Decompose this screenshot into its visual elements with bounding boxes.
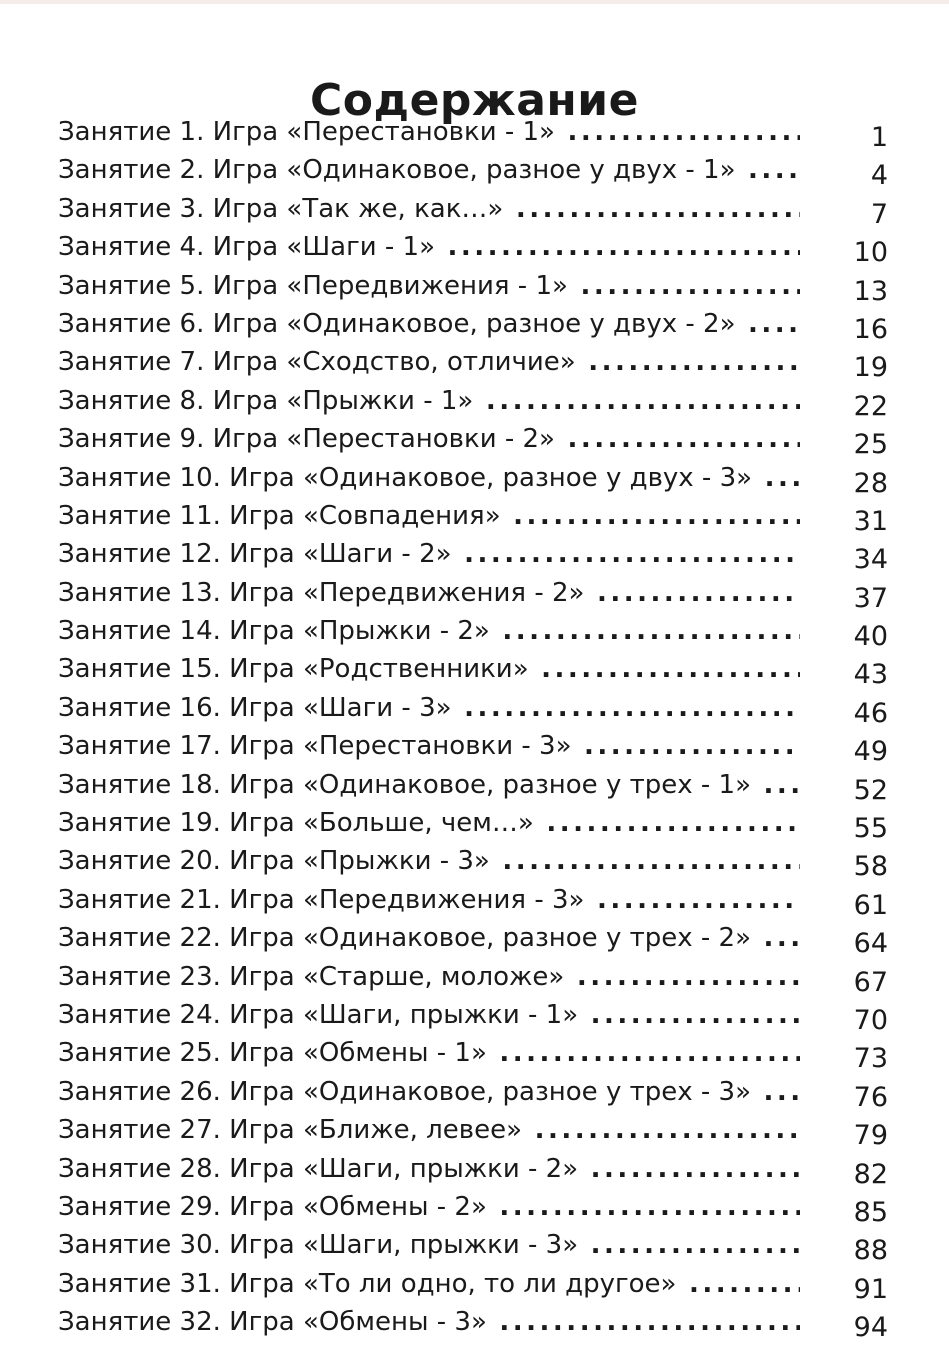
toc-entry-title: Занятие 27. Игра «Ближе, левее» ..... (58, 1111, 800, 1149)
toc-entry-page-number: 85 (853, 1196, 888, 1228)
toc-entry-page-number: 19 (853, 352, 888, 384)
toc-entry (58, 727, 898, 768)
toc-entry (58, 574, 898, 612)
toc-entry-page-number: 34 (853, 544, 888, 576)
toc-entry (58, 1034, 898, 1075)
toc-entry-title: Занятие 30. Игра «Шаги, прыжки - 3» ..... (58, 1226, 800, 1264)
toc-entry-title: Занятие 16. Игра «Шаги - 3» ..... (58, 689, 800, 727)
toc-entry (58, 881, 898, 919)
toc-entry-title: Занятие 5. Игра «Передвижения - 1» ..... (58, 267, 800, 305)
toc-entry (58, 343, 898, 384)
toc-entry-page-number: 67 (853, 966, 888, 998)
toc-entry (58, 958, 898, 996)
toc-entry-title: Занятие 21. Игра «Передвижения - 3» ..... (58, 881, 800, 919)
toc-entry-page-number: 82 (853, 1158, 888, 1190)
toc-entry (58, 190, 898, 228)
toc-entry (58, 113, 898, 151)
toc-entry-title: Занятие 2. Игра «Одинаковое, разное у двух - 1» ..... (58, 151, 800, 189)
toc-entry (58, 612, 898, 653)
toc-entry-page-number: 4 (870, 160, 888, 192)
toc-entry (58, 1073, 898, 1111)
toc-entry-page-number: 55 (853, 813, 888, 845)
toc-entry (58, 650, 898, 691)
toc-entry-title: Занятие 14. Игра «Прыжки - 2» ..... (58, 612, 800, 650)
toc-entry-page-number: 16 (853, 313, 888, 345)
toc-entry (58, 996, 898, 1034)
toc-entry-title: Занятие 13. Игра «Передвижения - 2» ..... (58, 574, 800, 612)
toc-entry (58, 1303, 898, 1344)
toc-entry-page-number: 1 (870, 122, 888, 153)
toc-entry (58, 228, 898, 269)
toc-entry (58, 151, 898, 192)
toc-entry-title: Занятие 31. Игра «То ли одно, то ли другое» ..... (58, 1265, 800, 1303)
page-title: Содержание (310, 75, 639, 127)
toc-entry (58, 804, 898, 845)
toc-entry-page-number: 43 (853, 659, 888, 691)
toc-entry-title: Занятие 26. Игра «Одинаковое, разное у трех - 3» ..... (58, 1073, 800, 1111)
toc-entry-title: Занятие 4. Игра «Шаги - 1» ..... (58, 228, 800, 266)
toc-entry-page-number: 76 (853, 1081, 888, 1113)
toc-entry (58, 305, 898, 343)
toc-entry-page-number: 70 (853, 1004, 888, 1036)
table-of-contents (58, 113, 898, 1342)
toc-entry-page-number: 40 (853, 621, 888, 653)
toc-entry-title: Занятие 23. Игра «Старше, моложе» ..... (58, 958, 800, 996)
toc-entry (58, 382, 898, 420)
toc-entry-page-number: 37 (853, 582, 888, 614)
toc-entry-page-number: 58 (853, 851, 888, 883)
toc-entry-title: Занятие 22. Игра «Одинаковое, разное у трех - 2» ..... (58, 919, 800, 957)
toc-entry-title: Занятие 19. Игра «Больше, чем…» ..... (58, 804, 800, 842)
toc-entry-page-number: 94 (853, 1312, 888, 1344)
toc-entry-page-number: 25 (853, 429, 888, 461)
toc-entry-page-number: 46 (853, 697, 888, 729)
toc-entry-page-number: 88 (853, 1235, 888, 1267)
toc-entry (58, 420, 898, 461)
toc-entry-title: Занятие 7. Игра «Сходство, отличие» ..... (58, 343, 800, 381)
toc-entry (58, 1226, 898, 1267)
toc-entry-title: Занятие 18. Игра «Одинаковое, разное у трех - 1» ..... (58, 766, 800, 804)
toc-entry-title: Занятие 6. Игра «Одинаковое, разное у двух - 2» ..... (58, 305, 800, 343)
toc-entry (58, 1111, 898, 1152)
toc-entry-page-number: 31 (853, 505, 888, 537)
toc-entry-title: Занятие 17. Игра «Перестановки - 3» ..... (58, 727, 800, 765)
toc-entry-title: Занятие 32. Игра «Обмены - 3» ..... (58, 1303, 800, 1341)
toc-entry-page-number: 79 (853, 1120, 888, 1152)
toc-entry-page-number: 64 (853, 928, 888, 960)
toc-entry (58, 1265, 898, 1303)
toc-entry-title: Занятие 20. Игра «Прыжки - 3» ..... (58, 842, 800, 880)
toc-entry (58, 1188, 898, 1226)
toc-entry-page-number: 91 (853, 1273, 888, 1305)
toc-entry-page-number: 7 (870, 198, 888, 230)
toc-entry-page-number: 10 (853, 237, 888, 269)
toc-entry-title: Занятие 12. Игра «Шаги - 2» ..... (58, 535, 800, 573)
toc-entry-title: Занятие 15. Игра «Родственники» ..... (58, 650, 800, 688)
toc-entry (58, 766, 898, 804)
toc-entry (58, 1150, 898, 1188)
toc-entry (58, 459, 898, 497)
toc-entry-title: Занятие 25. Игра «Обмены - 1» ..... (58, 1034, 800, 1072)
toc-entry-title: Занятие 8. Игра «Прыжки - 1» ..... (58, 382, 800, 420)
toc-entry-page-number: 73 (853, 1043, 888, 1075)
toc-entry-page-number: 28 (853, 467, 888, 499)
toc-entry-title: Занятие 3. Игра «Так же, как…» ..... (58, 190, 800, 228)
page-top-edge (0, 0, 949, 4)
toc-entry-title: Занятие 29. Игра «Обмены - 2» ..... (58, 1188, 800, 1226)
toc-entry (58, 842, 898, 883)
toc-entry (58, 267, 898, 305)
toc-entry (58, 497, 898, 535)
toc-entry (58, 535, 898, 576)
toc-entry-page-number: 52 (853, 774, 888, 806)
toc-entry-page-number: 49 (853, 736, 888, 768)
toc-entry-title: Занятие 28. Игра «Шаги, прыжки - 2» ..... (58, 1150, 800, 1188)
toc-entry-page-number: 61 (853, 889, 888, 921)
toc-entry-page-number: 22 (853, 390, 888, 422)
toc-entry (58, 919, 898, 960)
toc-entry (58, 689, 898, 727)
toc-entry-page-number: 13 (853, 275, 888, 307)
toc-entry-title: Занятие 24. Игра «Шаги, прыжки - 1» ..... (58, 996, 800, 1034)
toc-entry-title: Занятие 10. Игра «Одинаковое, разное у двух - 3» ..... (58, 459, 800, 497)
toc-entry-title: Занятие 1. Игра «Перестановки - 1» ..... (58, 113, 800, 151)
toc-entry-title: Занятие 11. Игра «Совпадения» ..... (58, 497, 800, 535)
toc-entry-title: Занятие 9. Игра «Перестановки - 2» ..... (58, 420, 800, 458)
